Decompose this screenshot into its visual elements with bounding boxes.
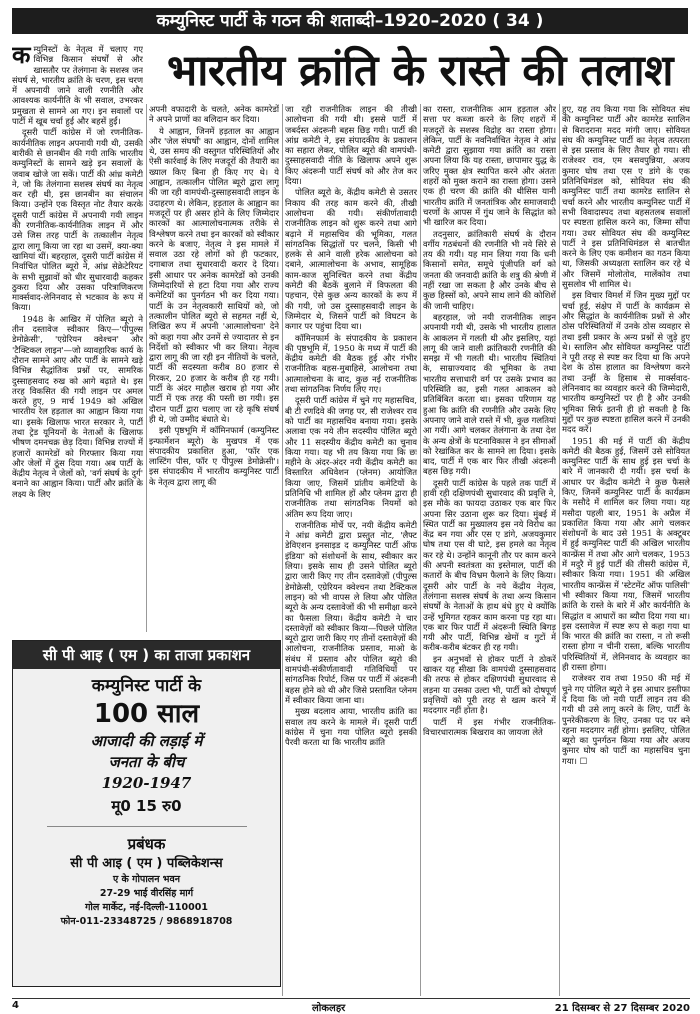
- paragraph: राजनीतिक मोर्चे पर, नयी केंद्रीय कमेटी ने आंध्र कमेटी द्वारा प्रस्तुत नोट, 'लैफ्ट डेविएशन इनसाइड द कम्युनिस्ट पार्टी ऑफ इंडिया' को संशोधनों के साथ, स्वीकार कर लिया। इसके साथ ही उसने पोलित ब्यूरो द्वारा जारी किए गए तीन दस्तावेज़ों (पीपुल्स डेमोक्रेसी, एग्रेरियन क्वेश्चन तथा टैक्टिकल लाइन) को भी वापस ले लिया और पोलित ब्यूरो के अन्य दस्तावेजों की भी समीक्षा करने का फैसला लिया। केंद्रीय कमेटी ने चार दस्तावेज़ों को स्वीकार किया—पिछले पोलित ब्यूरो द्वारा जारी किए गए तीनों दस्तावेज़ों की आलोचना, राजनीतिक प्रस्ताव, माओ के संबंध में प्रस्ताव और पोलित ब्यूरो की वामपंथी-संकीर्णतावादी गतिविधियों पर सांगठनिक रिपोर्ट, जिस पर पार्टी में अंदरूनी बहस होने को थी और जिसे प्रस्तावित प्लेनम में स्वीकार किया जाना था।: [285, 519, 417, 705]
- publisher-address: गोल मार्केट, नई-दिल्ली-110001: [85, 902, 208, 913]
- book-subtitle-line: आजादी की लड़ाई में: [90, 732, 203, 750]
- paragraph: म्युनिस्टों के नेतृत्व में चलाए गए विभिन्न किसान संघर्षों से और खासतौर पर तेलंगाना के सशस्त्र जन संघर्ष से, भारतीय क्रांति के चरण, इस चरण में अपनायी जाने वाली रणनीति और आवश्यक कार्यनीति के भी सवाल, उभरकर प्रमुखता से सामने आ गए। इन सवालों पर पार्टी में खूब चर्चा हुई और बहसें हुईं।: [12, 44, 143, 127]
- column-divider: [146, 104, 147, 632]
- paragraph: का रास्ता, राजनीतिक आम हड़ताल और सत्ता पर कब्जा करने के लिए शहरों में मजदूरों के सशस्त्र विद्रोह का रास्ता होगा। लेकिन, पार्टी के नवनिर्वाचित नेतृत्व ने आंध्र कमेटी द्वारा सुझाया गया क्रांति का रास्ता अपना लिया कि यह रास्ता, छापामार युद्ध के जरिए मुक्त क्षेत्र स्थापित करने और अंततः शहरों को मुक्त कराने का रास्ता होगा। उसने एक ही चरण की क्रांति की थीसिस यानी भारतीय क्रांति में जनतांत्रिक और समाजवादी चरणों के आपस में गुंथ जाने के सिद्धांत को भी खारिज कर दिया।: [423, 104, 556, 228]
- publication-advertisement: [12, 640, 281, 987]
- book-subtitle-line: जनता के बीच: [108, 753, 185, 771]
- paragraph: इन अनुभवों से होकर पार्टी ने ठोकरें खाकर यह सीखा कि वामपंथी दुस्साहसवाद की तरफ से होकर दक्षिणपंथी सुधारवाद से लड़ना या उसका उल्टा भी, पार्टी को दोषपूर्ण प्रवृत्तियों को पूरी तरह से खत्म करने में मददगार नहीं होता है।: [423, 653, 556, 716]
- paragraph: इस विचार विमर्श में जिन मुख्य मुद्दों पर चर्चा हुई, संक्षेप में पार्टी के कार्यक्रम से और सिद्धांत के कार्यनीतिक प्रश्नों से और ठोस परिस्थितियों में उनके ठोस व्यवहार से तथा इसी प्रकार के अन्य प्रश्नों से जुड़े हुए थे। स्तालिन और सोवियत कम्युनिस्ट पार्टी ने पूरी तरह से स्पष्ट कर दिया था कि अपने देश के ठोस हालात का विश्लेषण करने तथा उन्हीं के हिसाब से मार्क्सवाद-लेनिनवाद का व्यवहार करने की जिम्मेदारी, भारतीय कम्युनिस्टों पर ही है और उनकी भूमिका सिर्फ इतनी ही हो सकती है कि मुद्दों पर कुछ स्पष्टता हासिल करने में उनकी मदद करें।: [562, 290, 690, 435]
- column-divider: [420, 104, 421, 996]
- paragraph: तदनुसार, क्रांतिकारी संघर्ष के दौरान वर्गीय गठबंधनों की रणनीति भी नये सिरे से तय की गयी। यह मान लिया गया कि धनी किसानों समेत, समूचे पूंजीपति वर्ग को जनता की जनवादी क्रांति के शत्रु की श्रेणी में नहीं रखा जा सकता है और उनके बीच से कुछ हिस्सों को, अपने साथ लाने की कोशिशें की जानी चाहिए।: [423, 228, 556, 311]
- article-headline: भारतीय क्रांति के रास्ते की तलाश: [167, 46, 673, 96]
- publisher-label: प्रबंधक: [127, 835, 166, 853]
- drop-cap: क: [12, 44, 31, 69]
- publisher-address: 27-29 भाई वीरसिंह मार्ग: [99, 888, 194, 899]
- paragraph: कॉमिनफार्म के संपादकीय के प्रकाशन की पृष्ठभूमि में, 1950 के मध्य में पार्टी की केंद्रीय कमेटी की बैठक हुई और गंभीर राजनीतिक बहस-मुबाहिसे, आलोचना तथा आत्मालोचना के बाद, कुछ नई राजनीतिक तथा सांगठनिक निर्णय लिए गए।: [285, 332, 417, 395]
- paragraph: पोलित ब्यूरो के, केंद्रीय कमेटी से उसतर निकाय की तरह काम करने की, तीखी आलोचना की गयी। संकीर्णतावादी राजनीतिक लाइन को शुरू करने तथा आगे बढ़ाने में महासचिव की भूमिका, गलत सांगठनिक सिद्धांतों पर चलने, किसी भी हलके से आने वाली हरेक आलोचना को दबाने, आत्मालोचना के अभाव, सामूहिक काम-काज सुनिश्चित करने तथा केंद्रीय कमेटी की बैठकें बुलाने में विफलता की पहचान, ऐसे कुछ अन्य कारकों के रूप में की गयी, जो उस दुस्साहसवादी लाइन के जिम्मेदार थे, जिसने पार्टी को विघटन के कगार पर पहुंचा दिया था।: [285, 187, 417, 332]
- paragraph: बहरहाल, जो नयी राजनीतिक लाइन अपनायी गयी थी, उसके भी भारतीय हालात के आकलन में गलती थी और इसलिए, यहां लागू की जाने वाली क्रांतिकारी रणनीति की समझ में भी गलती थी। भारतीय स्थितियां के, साम्राज्यवाद की भूमिका के तथा भारतीय सत्ताधारी वर्ग पर उसके प्रभाव का परिस्थिति का, इसी गलत आकलन को प्रतिबिंबित करता था। इसका परिणाम यह हुआ कि क्रांति की रणनीति और उसके लिए अपनाए जाने वाले रास्ते में भी, कुछ गलतियां आ गयीं। आगे चलकर तेलंगाना के तथा देश के अन्य क्षेत्रों के घटनाविकास ने इन सीमाओं को रेखांकित कर के सामने ला दिया। इसके बाद, पार्टी में एक बार फिर तीखी अंदरूनी बहस छिड़ गयी।: [423, 311, 556, 477]
- page-number: 4: [12, 1000, 19, 1011]
- book-title-line: कम्युनिस्ट पार्टी के: [91, 676, 202, 696]
- newspaper-name: लोकलहर: [312, 1003, 346, 1014]
- article-column-2: [149, 104, 279, 612]
- paragraph: दूसरी पार्टी कांग्रेस के पहले तक पार्टी में हावी रही दक्षिणपंथी सुधारवाद की प्रवृत्ति ने, इस मौके का फायदा उठाकर एक बार फिर अपना सिर उठाना शुरू कर दिया। मुंबई में स्थित पार्टी का मुख्यालय इस नये विरोध का केंद्र बन गया और एस ए डांगे, अजयकुमार घोष तथा एस वी घाटे, इस हमले का नेतृत्व कर रहे थे। उन्होंने कानूनी तौर पर काम करने की अपनी स्वतंत्रता का इस्तेमाल, पार्टी की कतारों के बीच विभ्रम फैलाने के लिए किया। दूसरी ओर पार्टी के नये केंद्रीय नेतृत्व, तेलंगाना सशस्त्र संघर्ष के तथा अन्य किसान संघर्षों के नेताओं के हाथ बंधे हुए थे क्योंकि उन्हें भूमिगत रहकर काम करना पड़ रहा था। एक बार फिर पार्टी में अंदरूनी स्थिति बिगड़ गयी और पार्टी, विभिन्न खेमों व गुटों में करीब-करीब बंटकर ही रह गयी।: [423, 477, 556, 653]
- publisher-phone: फोन-011-23348725 / 9868918708: [60, 916, 233, 927]
- column-divider: [282, 104, 283, 996]
- paragraph: पार्टी में इस गंभीर राजनीतिक-विचारधारात्मक बिखराव का जायजा लेते: [423, 716, 556, 737]
- article-column-3: [285, 104, 417, 996]
- article-column-5: [562, 104, 690, 996]
- paragraph: जा रही राजनीतिक लाइन की तीखी आलोचना की गयी थी। इससे पार्टी में जबर्दस्त अंदरूनी बहस छिड़ गयी। पार्टी की आंध्र कमेटी ने, इस संपादकीय के प्रकाशन का सहारा लेकर, पोलित ब्यूरो की वामपंथी-दुस्साहसवादी नीति के खिलाफ अपने शुरू किए अंदरूनी पार्टी संघर्ष को और तेज कर दिया।: [285, 104, 417, 187]
- ad-divider: [47, 826, 247, 827]
- book-price: मू0 15 रु0: [111, 797, 182, 815]
- paragraph: हुए, यह तय किया गया कि सोवियत संघ की कम्युनिस्ट पार्टी और कामरेड स्तालिन से बिरादराना मदद मांगी जाए। सोवियत संघ की कम्युनिस्ट पार्टी का नेतृत्व तत्परता से इस प्रस्ताव के लिए तैयार हो गया। सी राजेश्वर राव, एम बसवपुन्निया, अजय कुमार घोष तथा एस ए डांगे के एक प्रतिनिधिमंडल को, सोवियत संघ की कम्युनिस्ट पार्टी तथा कामरेड स्तालिन से चर्चा करने और भारतीय कम्युनिस्ट पार्टी में सभी विवादास्पद तथा बहसतलब सवालों पर स्पष्टता हासिल करने का, जिम्मा सौंपा गया। उधर सोवियत संघ की कम्युनिस्ट पार्टी ने इस प्रतिनिधिमंडल से बातचीत करने के लिए एक कमीशन का गठन किया था, जिसकी अध्यक्षता स्तालिन कर रहे थे और जिसमें मोलोतोव, मालेंकोव तथा सुसलोव भी शामिल थे।: [562, 104, 690, 290]
- article-column-1: [12, 44, 143, 634]
- issue-date: 21 दिसम्बर से 27 दिसम्बर 2020: [554, 1003, 690, 1014]
- paragraph: ये आह्वान, जिनमें हड़ताल का आह्वान और 'जेल संघर्षों' का आह्वान, दोनों शामिल थे, उस समय की वस्तुगत परिस्थितियों और ऐसी कार्रवाई के लिए मजदूरों की तैयारी का ख्याल किए बिना ही किए गए थे। ये आह्वान, तत्कालीन पोलित ब्यूरो द्वारा लागू की जा रही वामपंथी-दुस्साहसवादी लाइन के उदाहरण थे। लेकिन, हड़ताल के आह्वान का मजदूरों पर ही असर होने के लिए जिम्मेदार कारकों का आत्मालोचनात्मक तरीके से विश्लेषण करने तथा इन कारकों को स्वीकार करने के बजाए, नेतृत्व ने इस मामले में सवाल उठा रहे लोगों को ही फटकार, दगाबाज तथा सुधारवादी करार दे दिया। इसी आधार पर अनेक कामरेडों को उनकी जिम्मेदारियों से हटा दिया गया और राज्य कमेटियों का पुनर्गठन भी कर दिया गया। पार्टी के उन नेतृत्वकारी साथियों को, जो तत्कालीन पोलित ब्यूरो से सहमत नहीं थे, लिखित रूप में अपनी 'आत्मालोचना' देने को कहा गया और उनमें से ज्यादातर से इन निर्देशों को स्वीकार भी कर लिया। नेतृत्व द्वारा लागू की जा रही इन नीतियों के चलते, पार्टी की सदस्यता करीब 80 हजार से गिरकर, 20 हजार के करीब ही रह गयी। पार्टी के अंदर माहौल खराब हो गया और पार्टी में एक तरह की पस्ती छा गयी। इस दौरान पार्टी द्वारा चलाए जा रहे कृषि संघर्ष ही थे, जो उम्मीद बंधाते थे।: [149, 125, 279, 424]
- page-footer: [12, 998, 690, 1013]
- ad-header: सी पी आइ ( एम ) का ताजा प्रकाशन: [13, 641, 280, 669]
- paragraph: 1951 की मई में पार्टी की केंद्रीय कमेटी की बैठक हुई, जिसमें उसे सोवियत कम्युनिस्ट पार्टी के साथ हुई इस चर्चा के बारे में जानकारी दी गयी। इस चर्चा के आधार पर केंद्रीय कमेटी ने कुछ फैसले किए, जिनमें कम्युनिस्ट पार्टी के कार्यक्रम के मसौदे में शामिल कर लिया गया। यह मसौदा पहली बार, 1951 के अप्रैल में प्रकाशित किया गया और आगे चलकर संशोधनों के बाद उसे 1951 के अक्टूबर में हुई कम्युनिस्ट पार्टी की अखिल भारतीय कान्फ्रेंस में तथा और आगे चलकर, 1953 में मदुरै में हुई पार्टी की तीसरी कांग्रेस में, स्वीकार किया गया। 1951 की अखिल भारतीय कान्फ्रेंस में 'स्टेटमेंट ऑफ पालिसी' भी स्वीकार किया गया, जिसमें भारतीय क्रांति के रास्ते के बारे में और कार्यनीति के सिद्धांत व आधारों का ब्यौरा दिया गया था। इस दस्तावेज में स्पष्ट रूप से कहा गया था कि भारत की क्रांति का रास्ता, न तो रूसी रास्ता होगा न चीनी रास्ता, बल्कि भारतीय परिस्थितियों में, लेनिनवाद के व्यवहार का ही रास्ता होगा।: [562, 435, 690, 673]
- column-divider: [559, 104, 560, 996]
- paragraph: दूसरी पार्टी कांग्रेस में चुने गए महासचिव, बी टी रणदिवे की जगह पर, सी राजेश्वर राव को पार्टी का महासचिव बनाया गया। इसके अलावा एक नये तीन सदस्यीय पोलित ब्यूरो और 11 सदस्यीय केंद्रीय कमेटी का चुनाव किया गया। यह भी तय किया गया कि छः महीने के अंदर-अंदर नयी केंद्रीय कमेटी का विस्तारित अधिवेशन (प्लेनम) आयोजित किया जाए, जिसमें प्रांतीय कमेटियों के प्रतिनिधि भी शामिल हों और प्लेनम द्वारा ही राजनीतिक तथा सांगठनिक नियमों को अंतिम रूप दिया जाए।: [285, 395, 417, 519]
- article-column-4: [423, 104, 556, 996]
- book-years: 1920-1947: [101, 774, 192, 792]
- paragraph: दूसरी पार्टी कांग्रेस में जो रणनीतिक-कार्यनीतिक लाइन अपनायी गयी थी, उसकी बारीकी से छानबीन की गयी ताकि भारतीय कम्युनिस्टों के सामने खड़े इन सवालों के जवाब खोजे जा सकें। पार्टी की आंध्र कमेटी ने, जो कि तेलंगाना सशस्त्र संघर्ष का नेतृत्व कर रही थी, इस छानबीन का संचालन किया। उन्होंने एक विस्तृत नोट तैयार करके दूसरी पार्टी कांग्रेस में अपनायी गयी लाइन की रणनीतिक-कार्यनीतिक लाइन में और उसे जिस तरह पार्टी के तत्कालीन नेतृत्व द्वारा लागू किया जा रहा था उसमें, क्या-क्या खामियां थीं। बहरहाल, दूसरी पार्टी कांग्रेस में निर्वाचित पोलित ब्यूरो ने, आंध्र सेक्रेटेरियट के सभी सुझावों को धीर सुधारवादी कहकर ठुकरा दिया और उसका परित्राणिकरण मार्क्सवाद-लेनिनवाद से भटकाव के रूप में किया।: [12, 127, 143, 313]
- paragraph: 1948 के आखिर में पोलित ब्यूरो ने तीन दस्तावेज स्वीकार किए—'पीपुल्स डेमोक्रेसी', 'एग्रेरियन क्वेश्चन' और 'टैक्टिकल लाइन'—जो व्यावहारिक कार्य के दौरान सामने आए और पार्टी के सामने खड़े विभिन्न सैद्धांतिक प्रश्नों पर, सामरिक दुस्साहसवाद रुख को आगे बढ़ाते थे। इस तरह विकसित की गयी लाइन पर अमल करते हुए, 9 मार्च 1949 को अखिल भारतीय रेल हड़ताल का आह्वान किया गया था। इसके खिलाफ भारत सरकार ने, पार्टी तथा ट्रेड यूनियनों के नेताओं के खिलाफ भीषण दमनचक्र छेड़ दिया। विभिन्न राज्यों में हजारों कामरेडों को गिरफ्तार किया गया और जेलों में ठूंस दिया गया। अब पार्टी के केंद्रीय नेतृत्व ने जेलों को, 'वर्ग संघर्ष के दुर्ग' बनाने का आह्वान किया। पार्टी और क्रांति के लक्ष्य के लिए: [12, 313, 143, 499]
- paragraph: अपनी वफादारी के चलते, अनेक कामरेडों ने अपने प्राणों का बलिदान कर दिया।: [149, 104, 279, 125]
- publisher-name: सी पी आइ ( एम ) पब्लिकेशन्स: [70, 856, 223, 871]
- paragraph: इसी पृष्ठभूमि में कॉमिनफार्म (कम्युनिस्ट इन्फार्मेशन ब्यूरो) के मुखपत्र में एक संपादकीय प्रकाशित हुआ, 'फॉर एक लास्टिंग पीस, फॉर ए पीपुल्स डेमोक्रेसी'। इस संपादकीय में भारतीय कम्युनिस्ट पार्टी के नेतृत्व द्वारा लागू की: [149, 425, 279, 487]
- series-banner: कम्युनिस्ट पार्टी के गठन की शताब्दी–1920–2020 ( 34 ): [12, 8, 688, 34]
- paragraph: राजेश्वर राव तथा 1950 की मई में चुने गए पोलित ब्यूरो ने इस आधार इस्तीफा दे दिया कि जो नयी पार्टी लाइन तय की गयी थी उसे लागू करने के लिए, पार्टी के पुनरेकीकरण के लिए, उनका पद पर बने रहना मददगार नहीं होगा। इसलिए, पोलित ब्यूरो का पुनर्गठन किया गया और अजय कुमार घोष को पार्टी का महासचिव चुना गया। ☐: [562, 673, 690, 766]
- book-title-big: 100 साल: [93, 699, 200, 729]
- paragraph: मुख्य बदलाव आया, भारतीय क्रांति का सवाल तय करने के मामले में। दूसरी पार्टी कांग्रेस में चुना गया पोलित ब्यूरो इसकी पैरवी करता था कि भारतीय क्रांति: [285, 706, 417, 748]
- publisher-address: ए के गोपालन भवन: [112, 874, 181, 885]
